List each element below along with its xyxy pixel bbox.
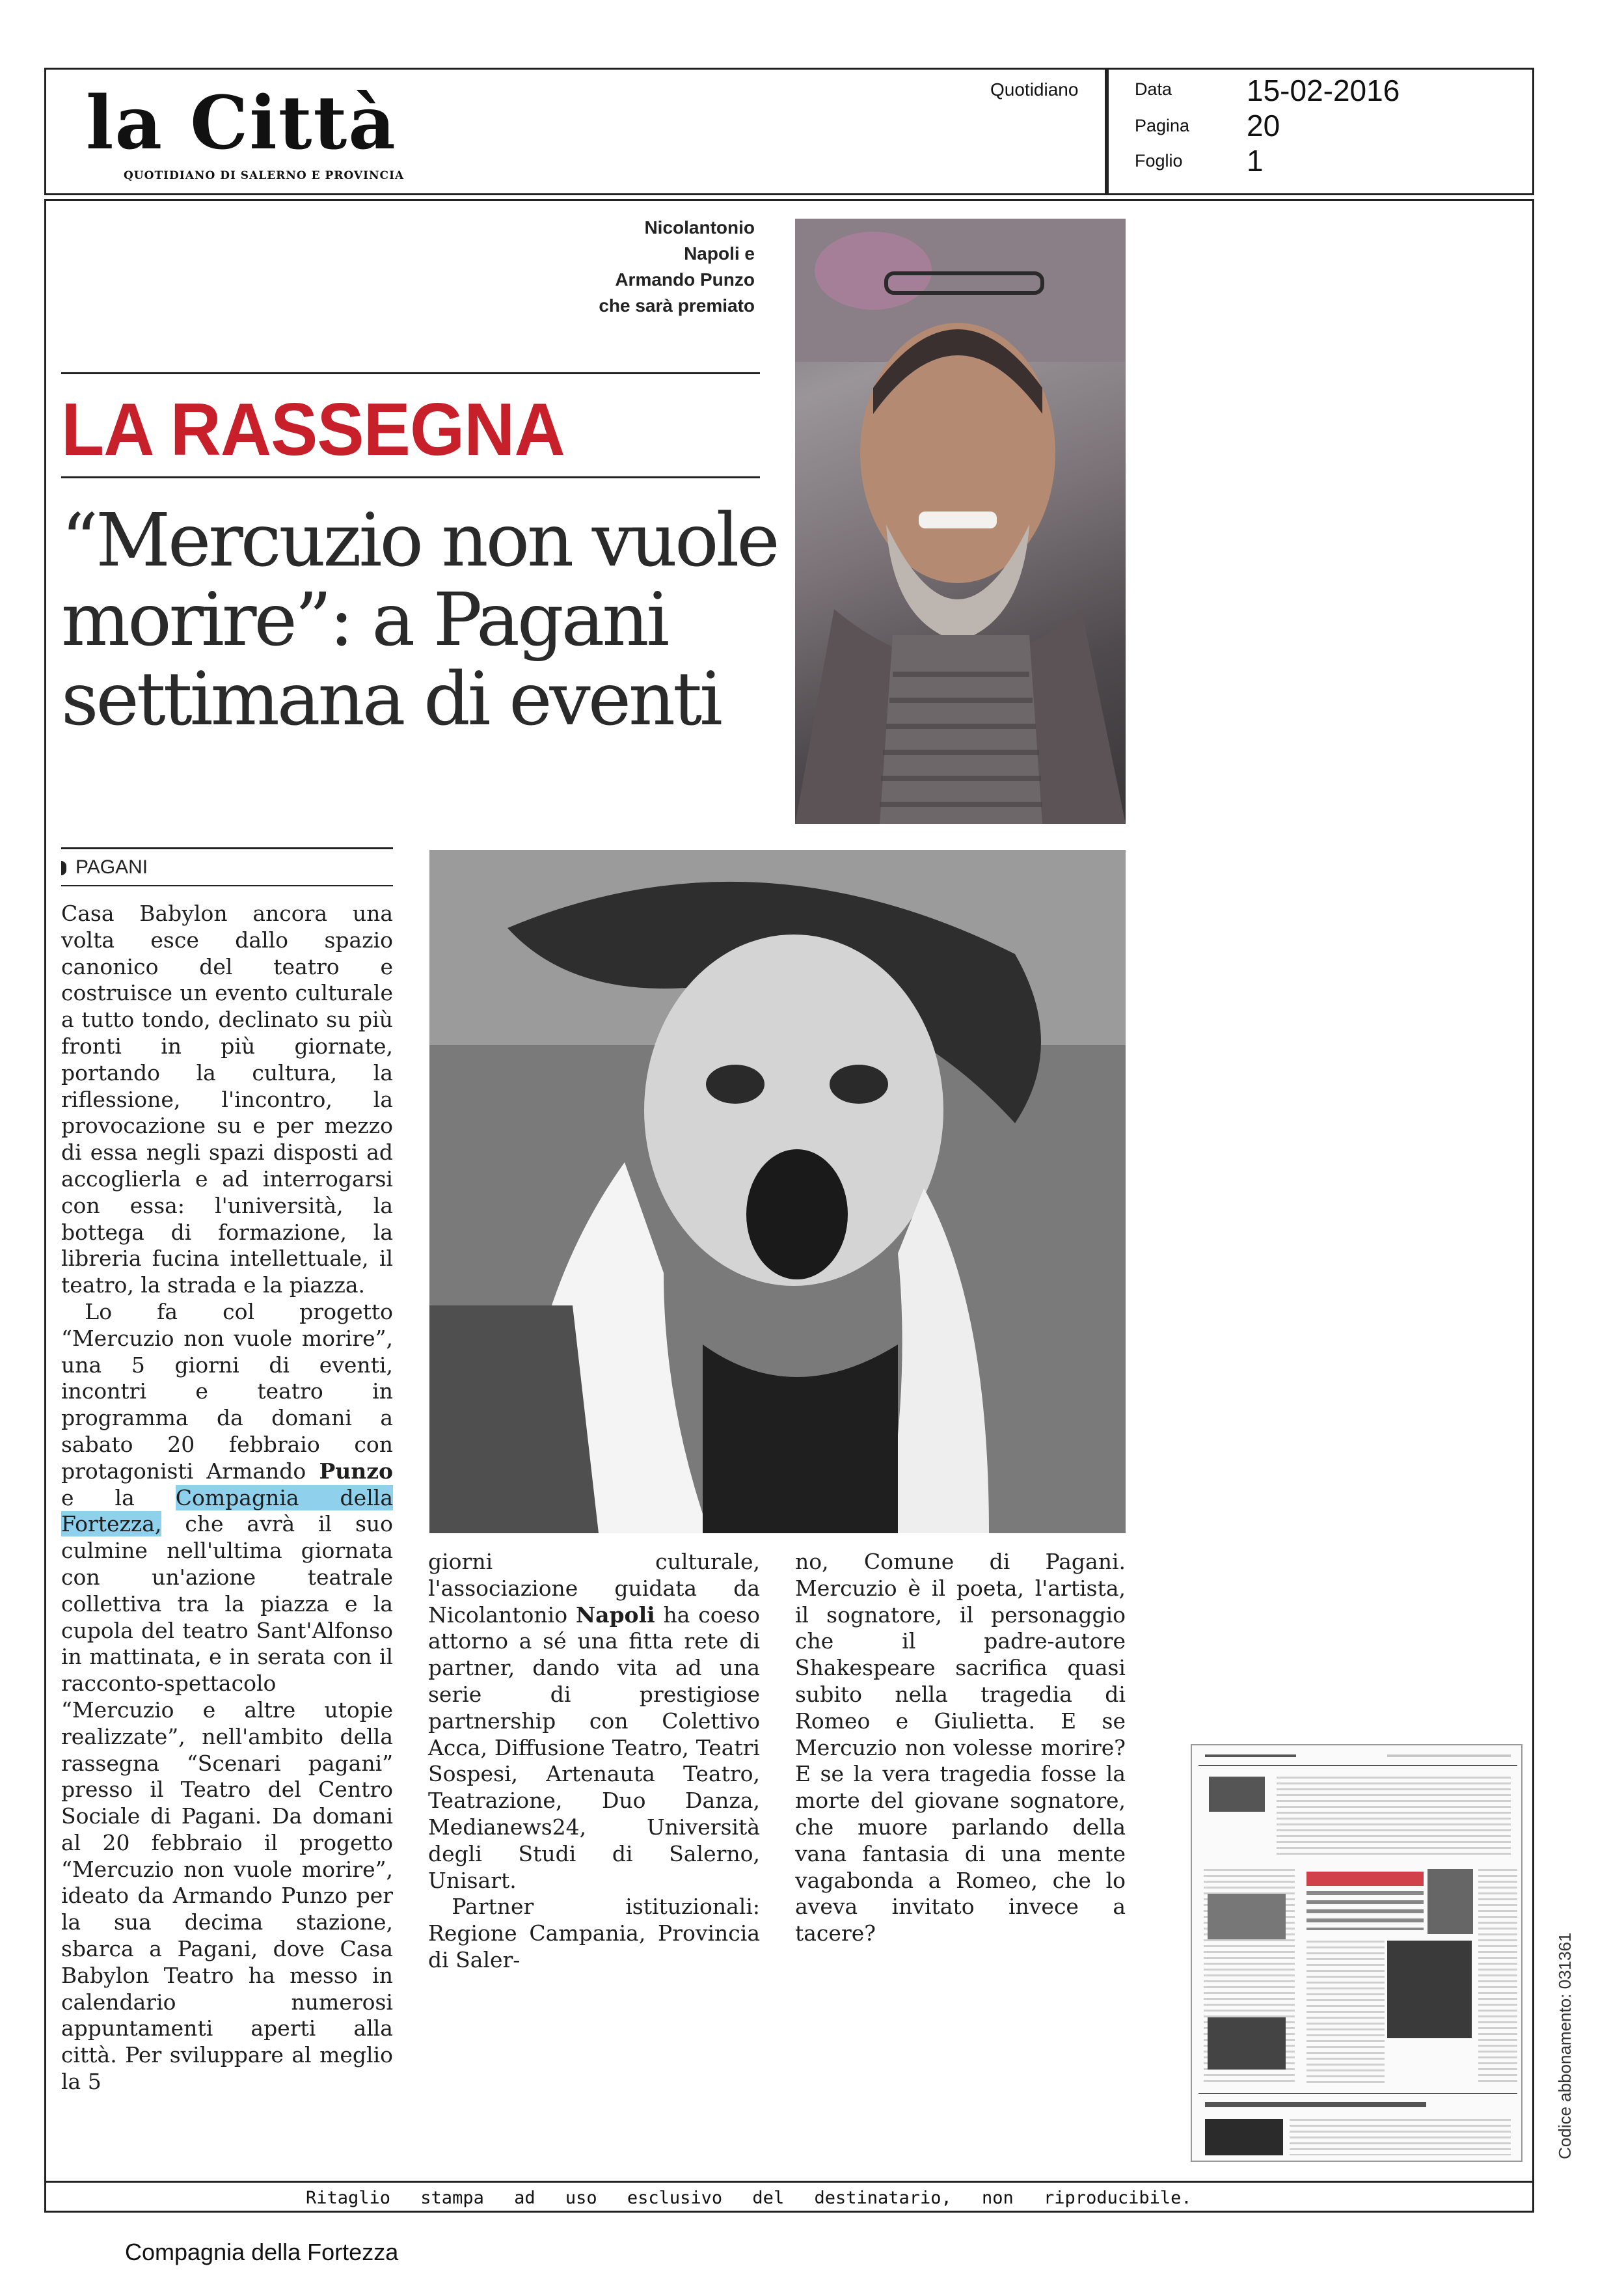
text-run: che avrà il suo culmine nell'ultima giornata con un'azione teatrale collettiva tra la piazza e la cupola del teatro Sant'Alfonso in mattinata, e in serata con il racconto-spettacolo “Mercuzio e altre utopie realizzate”, nell'ambito della rassegna “Scenari pagani” presso il Teatro del Centro Sociale di Pagani. Da domani al 20 febbraio il progetto “Mercuzio non vuole morire”, ideato da Armando Punzo per la sua decima stazione, sbarca a Pagani, dove Casa Babylon Teatro ha messo in calendario numerosi appuntamenti aperti alla città. Per sviluppare al meglio la 5 <box>61 1511 393 2095</box>
meta-label-pagina: Pagina <box>1135 116 1190 135</box>
article-dateline <box>61 856 148 879</box>
dateline-marker-icon <box>61 861 66 875</box>
headline-line: “Mercuzio non vuole <box>61 498 778 583</box>
thumb-text <box>1277 1777 1511 1855</box>
thumb-logo <box>1209 1777 1265 1812</box>
highlighted-term: Compagnia della Fortezza, <box>61 1484 393 1537</box>
meta-value-pagina: 20 <box>1247 109 1280 143</box>
section-kicker: LA RASSEGNA <box>61 389 565 471</box>
kicker-rule-top <box>61 372 760 374</box>
thumb-kicker <box>1306 1872 1424 1886</box>
name-bold: Punzo <box>319 1458 393 1484</box>
paragraph <box>61 1299 393 2095</box>
thumb-text <box>1478 1869 1517 2084</box>
photo-caption <box>521 215 755 319</box>
thumb-text <box>1290 2119 1511 2155</box>
paragraph: Partner istituzionali: Regione Campania, Provincia di Saler- <box>428 1894 760 1972</box>
photo-caption-line: Napoli e <box>684 243 755 264</box>
newspaper-tagline: QUOTIDIANO DI SALERNO E PROVINCIA <box>124 169 405 182</box>
photo-caption-line: Nicolantonio <box>644 217 755 238</box>
thumb-line <box>1387 1754 1511 1757</box>
thumb-rule <box>1198 2093 1517 2094</box>
kicker-rule-bottom <box>61 476 760 478</box>
thumb-photo <box>1428 1869 1473 1934</box>
text-run: ha coeso attorno a sé una fitta rete di partner, dando vita ad una serie di prestigiose partnership con Colettivo Acca, Diffusione Teatro, Teatri Sospesi, Artenauta Teatro, Teatrazione, Duo Danza, Medianews24, Università degli Studi di Salerno, Unisart. <box>428 1602 760 1893</box>
thumb-photo <box>1205 2119 1283 2155</box>
meta-value-data: 15-02-2016 <box>1247 74 1400 107</box>
clipping-notice: Ritaglio stampa ad uso esclusivo del destinatario, non riproducibile. <box>306 2188 1192 2208</box>
thumb-photo <box>1208 2017 1286 2069</box>
paragraph: Casa Babylon ancora una volta esce dallo spazio canonico del teatro e costruisce un evento culturale a tutto tondo, declinato su più fronti in più giornate, portando la cultura, la riflessione, l'incontro, la provocazione su e per mezzo di essa negli spazi disposti ad accoglierla e ad interrogarsi con essa: l'università, la bottega di formazione, la libreria fucina intellettuale, il teatro, la strada e la piazza. <box>61 901 393 1298</box>
meta-label-foglio: Foglio <box>1135 151 1183 171</box>
paragraph: no, Comune di Pagani. Mercuzio è il poeta, l'artista, il sognatore, il personaggio che il padre-autore Shakespeare sacrifica quasi subito nella tragedia di Romeo e Giulietta. E se Mercuzio non volesse morire? E se la vera tragedia fosse la morte del giovane sognatore, che muore parlando della vana fantasia di una mente vagabonda a Romeo, che lo aveva invitato invece a tacere? <box>795 1549 1126 1946</box>
text-run: Lo fa col progetto “Mercuzio non vuole morire”, una 5 giorni di eventi, incontri e teatro in programma da domani a sabato 20 febbraio con protagonisti Armando <box>61 1298 393 1484</box>
clipping-header <box>44 68 1534 195</box>
photo-caption-line: Armando Punzo <box>615 269 755 290</box>
text-column-1 <box>61 901 393 2095</box>
paragraph <box>428 1549 760 1894</box>
thumb-headline <box>1306 1891 1424 1930</box>
article-headline <box>61 498 778 742</box>
name-bold: Napoli <box>575 1602 655 1628</box>
text-column-2 <box>428 1549 760 1972</box>
dateline-rule-bottom <box>61 885 393 886</box>
thumb-text <box>1306 1941 1385 2084</box>
text-run: giorni culturale, l'associazione guidata da Nicolantonio <box>428 1549 760 1628</box>
subscription-code: Codice abbonamento: 031361 <box>1555 1932 1575 2159</box>
text-run: e la <box>61 1484 135 1510</box>
dateline-rule-top <box>61 847 393 849</box>
thumb-photo <box>1208 1894 1286 1939</box>
newspaper-logo: la Città <box>86 81 397 166</box>
page-thumbnail <box>1191 1744 1522 2162</box>
headline-line: morire”: a Pagani <box>61 578 668 662</box>
document-caption: Compagnia della Fortezza <box>125 2239 399 2265</box>
meta-value-foglio: 1 <box>1247 144 1264 178</box>
text-column-3 <box>795 1549 1126 1946</box>
portrait-photo <box>795 219 1126 824</box>
thumb-masthead <box>1205 1754 1296 1757</box>
headline-line: settimana di eventi <box>61 657 720 742</box>
dateline-text: PAGANI <box>75 856 148 878</box>
publication-type: Quotidiano <box>990 79 1079 100</box>
portrait-photo-image <box>795 219 1126 824</box>
thumb-rule <box>1198 1765 1517 1766</box>
actor-photo-image <box>429 850 1126 1533</box>
actor-photo <box>429 850 1126 1533</box>
meta-label-data: Data <box>1135 79 1172 99</box>
thumb-headline <box>1205 2102 1426 2107</box>
thumb-photo <box>1387 1941 1472 2038</box>
photo-caption-line: che sarà premiato <box>599 295 755 316</box>
